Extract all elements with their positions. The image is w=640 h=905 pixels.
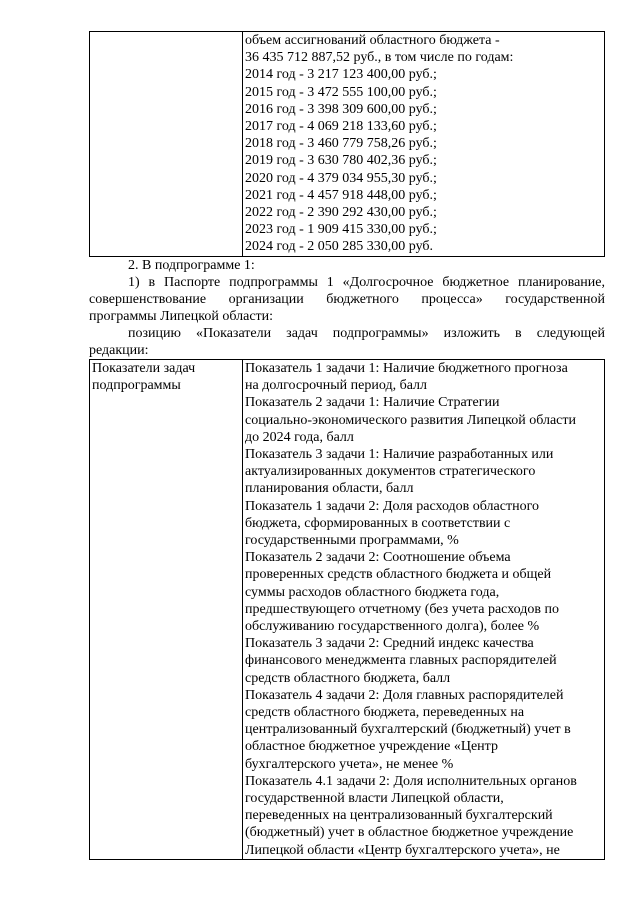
paragraph-line: 1) в Паспорте подпрограммы 1 «Долгосрочное бюджетное планирование, [128,275,605,290]
text-line: 2023 год - 1 909 415 330,00 руб.; [245,222,437,238]
text-line: государственными программами, % [245,533,459,549]
text-line: средств областного бюджета, балл [245,670,451,686]
text-line: государственной власти Липецкой области, [245,791,504,807]
text-line: 36 435 712 887,52 руб., в том числе по годам: [245,50,514,66]
text-line: на долгосрочный период, балл [245,378,428,394]
paragraph-line: редакции: [89,343,149,359]
allocation-lines [245,32,601,256]
text-line: обслуживанию государственного долга), более % [245,619,540,635]
table-row [90,360,605,860]
label-line: Показатели задач [92,361,196,376]
text-line: Показатель 3 задачи 2: Средний индекс качества [245,636,534,652]
text-line: бухгалтерского учета», не менее % [245,756,454,772]
text-line: 2017 год - 4 069 218 133,60 руб.; [245,119,437,135]
text-line: (бюджетный) учет в областное бюджетное учреждение [245,825,574,841]
text-line: актуализированных документов стратегического [245,464,536,480]
text-line: средств областного бюджета, переведенных на [245,705,525,721]
indicators-label-cell [90,360,243,860]
text-line: 2022 год - 2 390 292 430,00 руб.; [245,205,437,221]
text-line: Липецкой области «Центр бухгалтерского учета», не [245,842,560,858]
text-line: 2015 год - 3 472 555 100,00 руб.; [245,84,437,100]
paragraph-line: программы Липецкой области: [89,309,274,325]
budget-allocation-table [89,31,605,257]
text-line: Показатель 4.1 задачи 2: Доля исполнительных органов [245,773,577,789]
label-line: подпрограммы [92,378,181,394]
indicator-lines [245,360,601,859]
text-line: переведенных на централизованный бухгалтерский [245,808,553,824]
table-row [90,32,605,257]
text-line: 2014 год - 3 217 123 400,00 руб.; [245,67,437,83]
text-line: Показатель 3 задачи 1: Наличие разработанных или [245,447,554,463]
text-line: планирования области, балл [245,481,414,497]
position-paragraph [89,325,605,359]
item-2-text: 2. В подпрограмме 1: [128,258,255,273]
text-line: до 2024 года, балл [245,429,354,445]
passport-paragraph [89,274,605,326]
text-line: областное бюджетное учреждение «Центр [245,739,498,755]
indicators-table [89,359,605,860]
text-line: объем ассигнований областного бюджета - [245,33,500,48]
paragraph-line: совершенствование организации бюджетного процесса» государственной [89,292,605,308]
text-line: Показатель 1 задачи 2: Доля расходов областного [245,498,539,514]
text-line: суммы расходов областного бюджета года, [245,584,500,600]
text-line: финансового менеджмента главных распорядителей [245,653,557,669]
text-line: централизованный бухгалтерский (бюджетный) учет в [245,722,571,738]
text-line: 2016 год - 3 398 309 600,00 руб.; [245,101,437,117]
text-line: проверенных средств областного бюджета и общей [245,567,552,583]
allocation-cell [243,32,605,257]
indicators-value-cell [243,360,605,860]
text-line: Показатель 2 задачи 2: Соотношение объема [245,550,511,566]
text-line: Показатель 4 задачи 2: Доля главных распорядителей [245,687,564,703]
subprogram-heading [89,257,605,274]
text-line: 2019 год - 3 630 780 402,36 руб.; [245,153,437,169]
text-line: социально-экономического развития Липецкой области [245,412,577,428]
text-line: 2018 год - 3 460 779 758,26 руб.; [245,136,437,152]
text-line: 2021 год - 4 457 918 448,00 руб.; [245,187,437,203]
text-line: Показатель 2 задачи 1: Наличие Стратегии [245,395,500,411]
text-line: 2024 год - 2 050 285 330,00 руб. [245,239,434,255]
text-line: бюджета, сформированных в соответствии с [245,515,511,531]
table-cell-empty [90,32,243,257]
text-line: Показатель 1 задачи 1: Наличие бюджетного прогноза [245,361,568,376]
text-line: 2020 год - 4 379 034 955,30 руб.; [245,170,437,186]
paragraph-line: позицию «Показатели задач подпрограммы» изложить в следующей [128,326,605,341]
text-line: предшествующего отчетному (без учета расходов по [245,601,559,617]
